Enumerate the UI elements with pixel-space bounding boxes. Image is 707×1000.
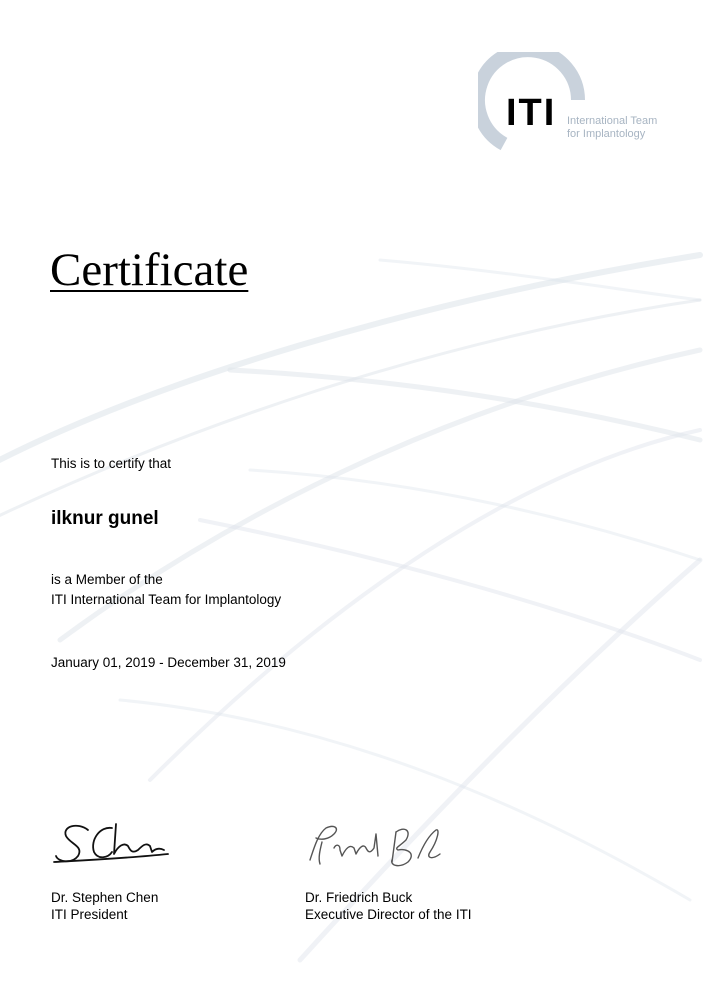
signatory-2 [305,889,472,923]
logo-subtitle [567,115,657,141]
membership-line-2: ITI International Team for Implantology [51,592,282,607]
signatory-2-role: Executive Director of the ITI [305,907,472,922]
certificate-title: Certificate [50,244,249,296]
membership-line-1: is a Member of the [51,572,163,587]
signatory-1-name: Dr. Stephen Chen [51,890,159,905]
logo-mark: ITI [506,92,557,134]
signature-friedrich-buck [300,818,450,878]
certify-lead-text: This is to certify that [51,456,172,471]
logo-subtitle-line-1: International Team [567,115,658,127]
iti-logo [478,52,678,152]
recipient-name: ilknur gunel [51,508,159,529]
logo-subtitle-line-2: for Implantology [567,128,646,140]
membership-period: January 01, 2019 - December 31, 2019 [51,655,286,670]
signatory-1 [51,889,158,923]
membership-statement [51,570,281,610]
signatory-1-role: ITI President [51,907,128,922]
signatory-2-name: Dr. Friedrich Buck [305,890,413,905]
signature-stephen-chen [50,818,180,878]
